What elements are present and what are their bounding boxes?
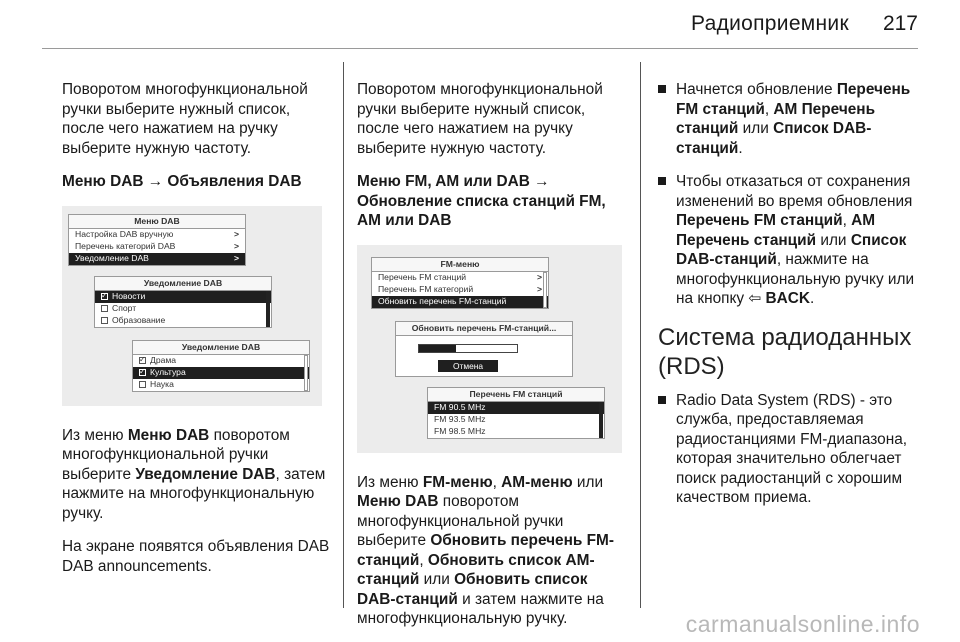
bullet-cancel-update: Чтобы отказаться от сохранения изменений во время обновления Перечень FM станций, AM Перечень станций или Список DAB-станций, нажмите на многофункциональную ручку или на кнопку ⇦ BACK. xyxy=(658,172,928,309)
menu-path-update-stations: Меню FM, AM или DAB → Обновление списка станций FM, AM или DAB xyxy=(357,173,606,229)
screen-title: Перечень FM станций xyxy=(428,388,604,402)
checkbox-checked-icon xyxy=(139,357,146,364)
bullet-update-start: Начнется обновление Перечень FM станций, AM Перечень станций или Список DAB-станций. xyxy=(658,80,928,158)
menu-item[interactable]: Перечень FM категорий > xyxy=(378,283,542,294)
checkbox-icon xyxy=(101,317,108,324)
bullet-square-icon xyxy=(658,85,666,93)
paragraph-select-list: Поворотом многофункциональной ручки выберите нужный список, после чего нажатием на ручку выберите нужную частоту. xyxy=(62,81,308,157)
screen-updating-dialog xyxy=(395,321,573,377)
screen-dab-announcements-2 xyxy=(132,340,310,392)
station-item[interactable]: FM 93.5 MHz xyxy=(434,413,486,424)
section-title-rds: Система радиоданных (RDS) xyxy=(658,323,912,380)
fm-screens-illustration xyxy=(357,245,622,453)
page-number: 217 xyxy=(882,12,918,35)
header-rule xyxy=(42,48,918,49)
dab-screens-illustration xyxy=(62,206,322,406)
list-item[interactable]: Наука xyxy=(133,379,309,391)
column-divider-2 xyxy=(640,62,641,608)
update-progress-bar xyxy=(418,344,518,353)
list-item[interactable]: Спорт xyxy=(95,303,271,315)
menu-item-selected[interactable]: Обновить перечень FM-станций xyxy=(372,296,548,308)
screen-title: Уведомление DAB xyxy=(95,277,271,291)
scrollbar[interactable] xyxy=(599,402,603,438)
back-arrow-icon: ⇦ xyxy=(748,290,762,307)
screen-title: FM-меню xyxy=(372,258,548,272)
chevron-right-icon: > xyxy=(233,252,239,263)
screen-title: Обновить перечень FM-станций... xyxy=(396,322,572,336)
list-item-selected[interactable]: ✓Культура xyxy=(133,367,309,379)
chevron-right-icon: > xyxy=(536,283,542,294)
checkbox-icon xyxy=(101,305,108,312)
menu-item[interactable]: Перечень FM станций > xyxy=(378,271,542,282)
screen-title: Уведомление DAB xyxy=(133,341,309,355)
paragraph-dab-result: На экране появятся объявления DAB DAB announcements. xyxy=(62,538,330,575)
chevron-right-icon: > xyxy=(233,240,239,251)
cancel-button[interactable]: Отмена xyxy=(438,360,498,372)
chevron-right-icon: > xyxy=(536,271,542,282)
column-divider-1 xyxy=(343,62,344,608)
bullet-square-icon xyxy=(658,396,666,404)
scrollbar[interactable] xyxy=(266,291,270,327)
menu-item-selected[interactable]: Уведомление DAB > xyxy=(69,253,245,265)
watermark: carmanualsonline.info xyxy=(685,611,920,637)
screen-dab-menu xyxy=(68,214,246,266)
scrollbar[interactable] xyxy=(543,272,547,308)
chapter-title: Радиоприемник xyxy=(690,12,849,35)
screen-dab-announcements-1 xyxy=(94,276,272,328)
station-item-selected[interactable]: FM 90.5 MHz xyxy=(428,402,604,414)
list-item-selected[interactable]: ✓Новости xyxy=(95,291,271,303)
bullet-square-icon xyxy=(658,177,666,185)
page-header xyxy=(691,12,918,36)
column-1 xyxy=(62,80,330,590)
screen-fm-station-list xyxy=(427,387,605,439)
scrollbar[interactable] xyxy=(304,355,308,391)
menu-item[interactable]: Настройка DAB вручную > xyxy=(75,228,239,239)
column-3 xyxy=(658,80,928,522)
station-item[interactable]: FM 98.5 MHz xyxy=(434,425,486,436)
checkbox-checked-icon xyxy=(101,293,108,300)
screen-title: Меню DAB xyxy=(69,215,245,229)
list-item[interactable]: ✓Драма xyxy=(133,355,309,367)
screen-fm-menu xyxy=(371,257,549,309)
paragraph-select-list: Поворотом многофункциональной ручки выберите нужный список, после чего нажатием на ручку выберите нужную частоту. xyxy=(357,81,603,157)
paragraph-dab-instructions: Из меню Меню DAB поворотом многофункциональной ручки выберите Уведомление DAB, затем нажмите на многофункциональную ручку. xyxy=(62,426,326,522)
checkbox-checked-icon xyxy=(139,369,146,376)
progress-fill xyxy=(419,345,456,352)
bullet-rds-description: Radio Data System (RDS) - это служба, предоставляемая радиостанциями FM-диапазона, которая значительно облегчает поиск радиостанций с хорошим качеством приема. xyxy=(658,391,928,508)
menu-path-dab-announcements: Меню DAB → Объявления DAB xyxy=(62,173,302,190)
list-item[interactable]: Образование xyxy=(95,315,271,327)
checkbox-icon xyxy=(139,381,146,388)
paragraph-update-instructions: Из меню FM-меню, АМ-меню или Меню DAB поворотом многофункциональной ручки выберите Обновить перечень FM-станций, Обновить список АМ-станций или Обновить список DAB-станций и затем нажмите на многофункциональную ручку. xyxy=(357,473,614,627)
column-2 xyxy=(357,80,622,642)
menu-item[interactable]: Перечень категорий DAB > xyxy=(75,240,239,251)
chevron-right-icon: > xyxy=(233,228,239,239)
